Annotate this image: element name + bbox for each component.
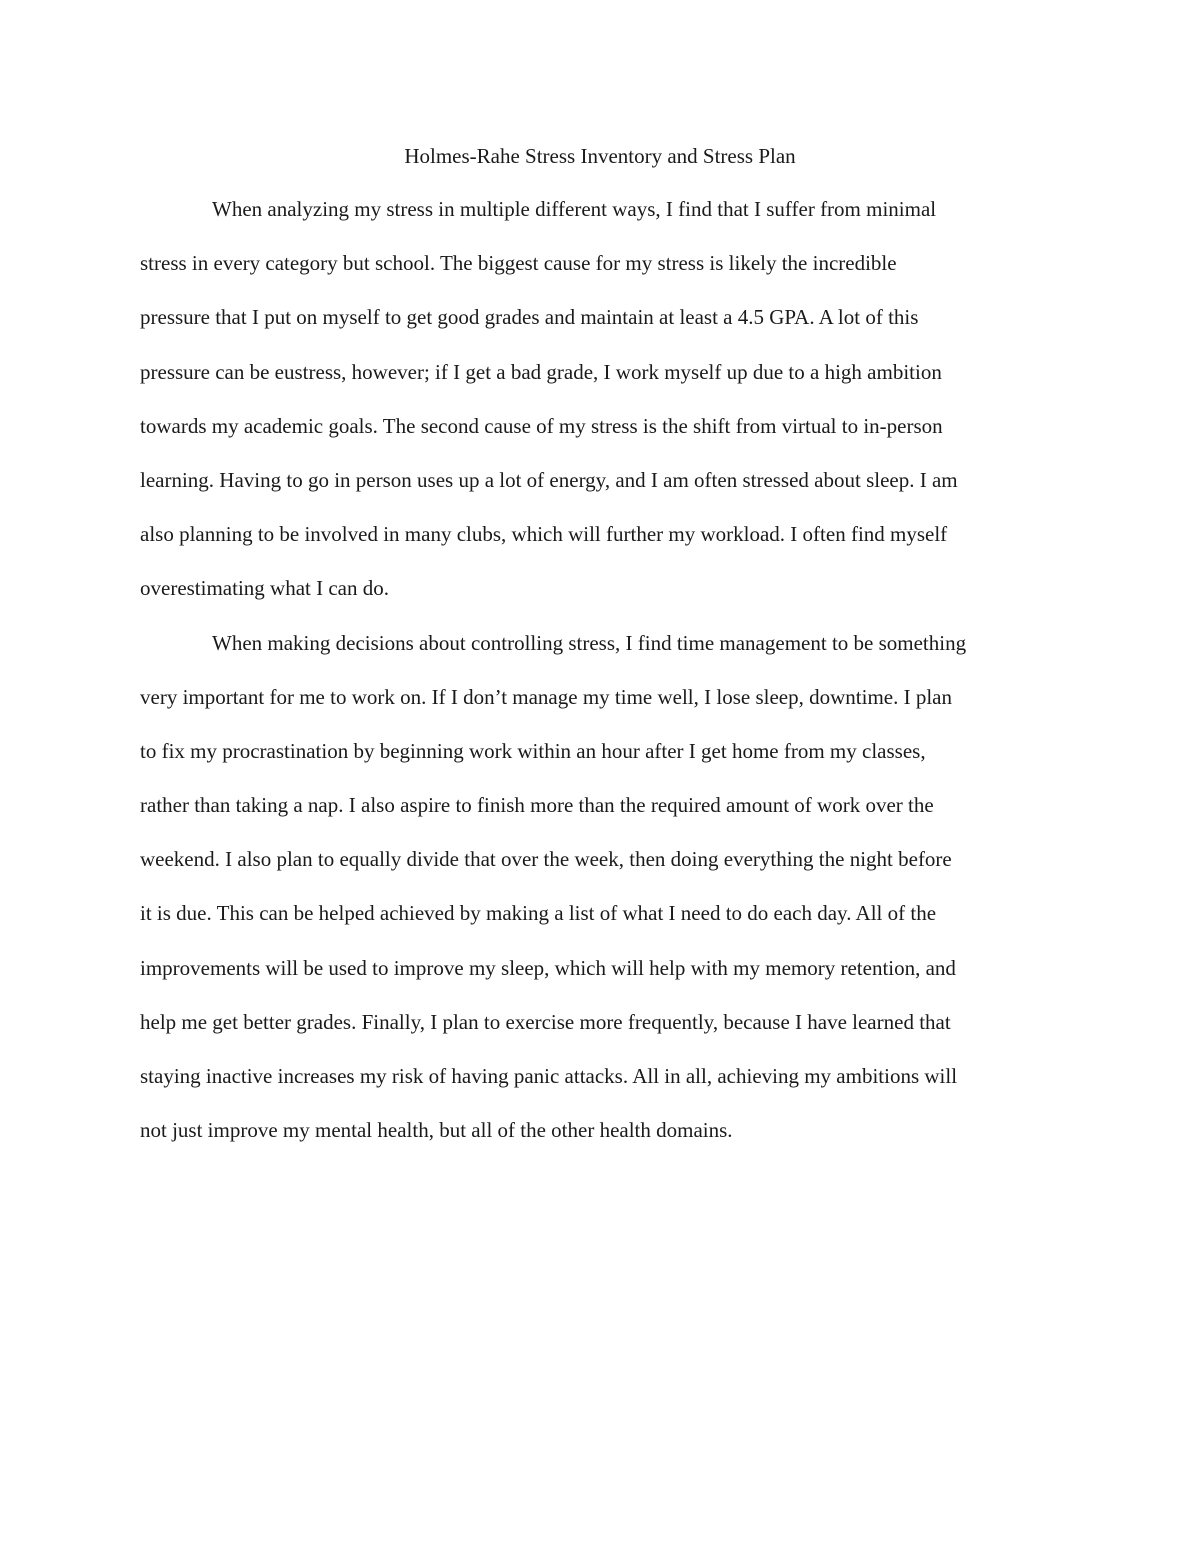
paragraph-line: towards my academic goals. The second cause of my stress is the shift from virtual to in-person xyxy=(140,413,943,438)
paragraph-line: staying inactive increases my risk of having panic attacks. All in all, achieving my ambitions will xyxy=(140,1064,958,1088)
paragraph-line: overestimating what I can do. xyxy=(140,576,390,601)
paragraph-line: also planning to be involved in many clubs, which will further my workload. I often find myself xyxy=(140,522,948,547)
paragraph-line: weekend. I also plan to equally divide that over the week, then doing everything the night before xyxy=(140,847,952,872)
paragraph-line: pressure can be eustress, however; if I get a bad grade, I work myself up due to a high ambition xyxy=(140,359,942,384)
paragraph-line: it is due. This can be helped achieved by making a list of what I need to do each day. All of the xyxy=(140,901,937,926)
paragraph-2 xyxy=(140,616,1060,1158)
paragraph-line: improvements will be used to improve my sleep, which will help with my memory retention, and xyxy=(140,955,956,980)
paragraph-line: not just improve my mental health, but all of the other health domains. xyxy=(140,1118,733,1143)
paragraph-line: help me get better grades. Finally, I plan to exercise more frequently, because I have learned that xyxy=(140,1009,951,1034)
paragraph-line: rather than taking a nap. I also aspire to finish more than the required amount of work over the xyxy=(140,793,934,818)
paragraph-line: very important for me to work on. If I don’t manage my time well, I lose sleep, downtime. I plan xyxy=(140,684,952,709)
document-title: Holmes-Rahe Stress Inventory and Stress Plan xyxy=(404,144,796,168)
paragraph-line: stress in every category but school. The biggest cause for my stress is likely the incredible xyxy=(140,251,897,276)
paragraph-line: When analyzing my stress in multiple different ways, I find that I suffer from minimal xyxy=(212,197,937,221)
document-body xyxy=(140,182,1060,1157)
paragraph-line: learning. Having to go in person uses up a lot of energy, and I am often stressed about sleep. I am xyxy=(140,467,958,492)
paragraph-line: to fix my procrastination by beginning work within an hour after I get home from my classes, xyxy=(140,738,926,763)
paragraph-line: pressure that I put on myself to get good grades and maintain at least a 4.5 GPA. A lot of this xyxy=(140,305,919,330)
paragraph-1 xyxy=(140,182,1060,616)
paragraph-line: When making decisions about controlling stress, I find time management to be something xyxy=(212,630,967,655)
